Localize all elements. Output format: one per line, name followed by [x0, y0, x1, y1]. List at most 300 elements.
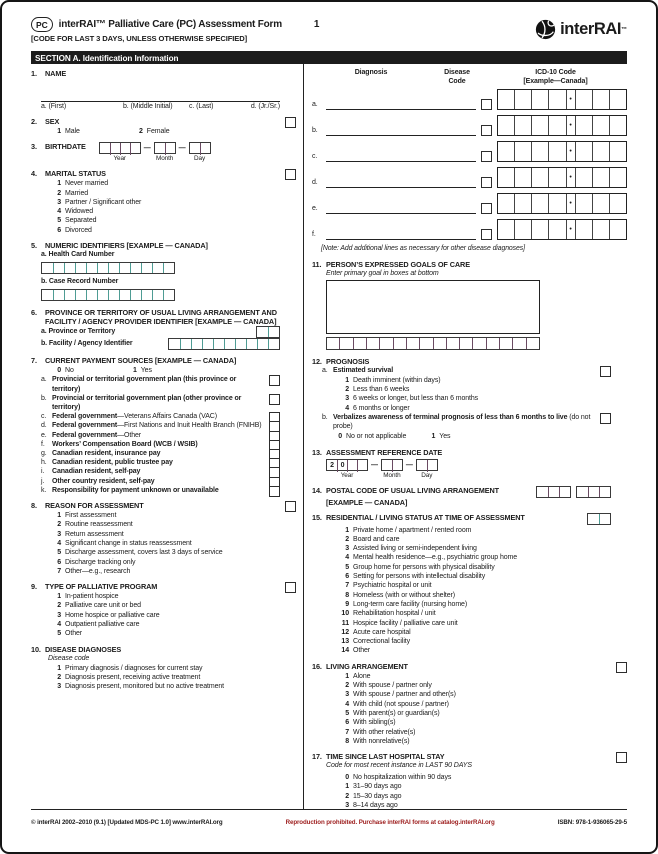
row-label: [52, 375, 264, 393]
diagnosis-write-line[interactable]: [326, 202, 476, 214]
diagnosis-write-line[interactable]: [326, 228, 476, 240]
digit-cell[interactable]: [64, 263, 75, 273]
digit-cell[interactable]: [75, 263, 86, 273]
case-record-grid[interactable]: [41, 289, 175, 301]
digit-cell[interactable]: [235, 339, 246, 349]
icd-cell[interactable]: [575, 220, 592, 239]
digit-cell[interactable]: [353, 338, 366, 349]
diagnosis-write-line[interactable]: [326, 150, 476, 162]
digit-cell[interactable]: [86, 263, 97, 273]
q12b-scale: [329, 432, 611, 441]
row-label: [52, 477, 264, 486]
question-number: 5.: [31, 241, 37, 251]
answer-checkbox[interactable]: [616, 662, 627, 673]
disease-code-box[interactable]: [481, 203, 492, 214]
digit-cell[interactable]: [499, 338, 512, 349]
row-letter: c.: [312, 153, 318, 160]
digit-cell[interactable]: [472, 338, 485, 349]
option-number: 1: [57, 180, 61, 188]
digit-cell[interactable]: [97, 263, 108, 273]
date-cell[interactable]: [200, 143, 210, 155]
answer-checkbox[interactable]: [285, 501, 296, 512]
digit-cell[interactable]: [86, 290, 97, 300]
icd-cell[interactable]: [498, 194, 514, 213]
date-boxes[interactable]: [381, 459, 403, 471]
health-card-label: a. Health Card Number: [41, 251, 115, 259]
icd-cell[interactable]: [592, 90, 609, 109]
row-label-bold: Canadian resident, self-pay: [52, 468, 141, 476]
digit-cell[interactable]: [393, 338, 406, 349]
q10-disease-diagnoses: [31, 645, 296, 692]
option-number: 2: [345, 792, 349, 800]
date-boxes[interactable]: [416, 459, 438, 471]
date-group: [189, 142, 211, 163]
date-separator: —: [178, 145, 186, 153]
date-cell[interactable]: [100, 143, 110, 155]
q12a-estimated-survival: [322, 366, 611, 375]
option-row: [336, 591, 611, 600]
date-cell[interactable]: [382, 460, 392, 472]
postal-code-grid-2[interactable]: [576, 486, 611, 498]
digit-cell[interactable]: [119, 263, 130, 273]
icd-cell[interactable]: [592, 194, 609, 213]
option-label: Rehabilitation hospital / unit: [353, 610, 436, 618]
health-card-grid[interactable]: [41, 262, 175, 274]
digit-cell[interactable]: [224, 339, 235, 349]
facility-label: b. Facility / Agency Identifier: [41, 340, 133, 348]
answer-checkbox[interactable]: [285, 582, 296, 593]
icd-cell[interactable]: [592, 220, 609, 239]
icd-cell[interactable]: [531, 168, 548, 187]
option-number: 2: [345, 386, 349, 393]
option-inline: [329, 432, 406, 441]
option-label: Mental health residence—e.g., psychiatric group home: [353, 554, 518, 562]
icd-cell[interactable]: [575, 142, 592, 161]
option-number: 8: [345, 591, 349, 599]
option-label: Significant change in status reassessment: [65, 539, 192, 547]
option-number: 4: [345, 404, 349, 412]
icd-cell[interactable]: [498, 90, 514, 109]
option-row: [336, 709, 611, 718]
date-group-label: Year: [113, 155, 126, 163]
icd-cell[interactable]: [592, 142, 609, 161]
form-header: [2, 2, 656, 47]
icd10-grid[interactable]: [497, 89, 627, 110]
option-number: 1: [345, 526, 349, 534]
question-title: LIVING ARRANGEMENT: [326, 661, 408, 671]
icd-dot-separator: •: [566, 168, 575, 187]
digit-cell[interactable]: [486, 338, 499, 349]
residential-options: [336, 526, 611, 656]
digit-cell[interactable]: [163, 290, 174, 300]
digit-cell[interactable]: [268, 339, 279, 349]
digit-cell[interactable]: [108, 263, 119, 273]
digit-cell[interactable]: [119, 290, 130, 300]
icd10-grid[interactable]: [497, 167, 627, 188]
copyright-text: © interRAI 2002–2010 (9.1) [Updated MDS-PC 1.0] www.interRAI.org: [31, 819, 223, 826]
digit-cell[interactable]: [53, 290, 64, 300]
option-row: [336, 572, 611, 581]
digit-cell[interactable]: [268, 327, 279, 337]
answer-checkbox[interactable]: [285, 169, 296, 180]
digit-cell[interactable]: [64, 290, 75, 300]
sex-options: [48, 127, 280, 136]
option-row: [48, 601, 280, 610]
question-title: CURRENT PAYMENT SOURCES [EXAMPLE — CANADA]: [45, 356, 237, 366]
option-label: Acute care hospital: [353, 628, 411, 636]
digit-cell[interactable]: [577, 487, 588, 497]
goals-hint: Enter primary goal in boxes at bottom: [326, 269, 439, 277]
date-cell[interactable]: 2: [330, 462, 334, 470]
date-boxes[interactable]: [99, 142, 141, 154]
row-letter: b.: [41, 394, 47, 402]
date-cell[interactable]: [392, 460, 402, 472]
disease-code-box[interactable]: [481, 151, 492, 162]
icd-cell[interactable]: [575, 90, 592, 109]
date-cell[interactable]: [110, 143, 120, 155]
row-label-bold: Canadian resident, public trustee pay: [52, 459, 173, 467]
digit-cell[interactable]: [588, 487, 599, 497]
icd-cell[interactable]: [514, 90, 531, 109]
disease-code-box[interactable]: [481, 125, 492, 136]
icd-cell[interactable]: [531, 116, 548, 135]
option-row: [336, 376, 611, 385]
digit-cell[interactable]: [339, 338, 352, 349]
option-row: [48, 620, 280, 629]
diagnosis-write-line[interactable]: [326, 124, 476, 136]
option-label: Return assessment: [65, 530, 124, 538]
digit-cell[interactable]: [379, 338, 392, 349]
postal-code-grid-1[interactable]: [536, 486, 571, 498]
question-number: 16.: [312, 661, 322, 671]
digit-cell[interactable]: [257, 339, 268, 349]
option-row: [336, 637, 611, 646]
q4-marital-status: [31, 169, 296, 235]
option-row: [336, 385, 611, 394]
date-cell[interactable]: [427, 460, 437, 472]
icd-cell[interactable]: [531, 220, 548, 239]
option-row: [336, 646, 611, 655]
digit-cell[interactable]: [152, 290, 163, 300]
option-label: Female: [146, 128, 170, 135]
question-title: TYPE OF PALLIATIVE PROGRAM: [45, 582, 158, 592]
date-cell[interactable]: [120, 143, 130, 155]
digit-cell[interactable]: [366, 338, 379, 349]
option-number: 8: [345, 737, 349, 745]
q12-prognosis: [312, 357, 627, 442]
option-number: 1: [431, 433, 436, 441]
header-left: [31, 17, 535, 43]
icd10-grid[interactable]: [497, 219, 627, 240]
digit-cell[interactable]: [559, 487, 570, 497]
col-diagnosis: Diagnosis: [354, 69, 388, 76]
option-label: No: [65, 367, 74, 375]
row-label: [52, 449, 264, 458]
digit-cell[interactable]: [459, 338, 472, 349]
option-label: Married: [65, 189, 89, 197]
option-label: With other relative(s): [353, 728, 416, 736]
diagnosis-write-line[interactable]: [326, 176, 476, 188]
icd-dot-separator: •: [566, 194, 575, 213]
option-row: [336, 690, 611, 699]
q12a-label: Estimated survival: [333, 366, 394, 374]
digit-cell[interactable]: [42, 290, 53, 300]
digit-cell[interactable]: [213, 339, 224, 349]
option-row: [336, 544, 611, 553]
name-first-label: a. (First): [41, 103, 67, 110]
name-sublabels: [41, 103, 280, 111]
digit-cell[interactable]: [537, 487, 548, 497]
province-grid[interactable]: [256, 326, 280, 338]
icd-cell[interactable]: [609, 194, 626, 213]
col-icd10-line1: ICD-10 Code: [535, 69, 576, 76]
question-title: PROVINCE OR TERRITORY OF USUAL LIVING ARRANGEMENT AND FACILITY / AGENCY PROVIDER IDENTIFIER [EXAMPLE — CANADA]: [45, 308, 277, 327]
icd-cell[interactable]: [548, 220, 565, 239]
row-label-plain: —Other: [117, 431, 142, 439]
option-row: [48, 592, 280, 601]
q9-palliative-program: [31, 582, 296, 638]
option-row: [336, 801, 611, 809]
date-separator: —: [371, 461, 378, 469]
primary-goal-grid[interactable]: [326, 337, 540, 350]
option-inline: [48, 127, 80, 136]
option-row: [48, 539, 280, 548]
date-boxes[interactable]: [154, 142, 176, 154]
footer: [2, 810, 656, 826]
option-label: Group home for persons with physical disability: [353, 563, 495, 571]
row-label: [52, 467, 264, 476]
diagnosis-row: [312, 89, 627, 110]
option-label: With spouse / partner and other(s): [353, 691, 456, 699]
option-label: Separated: [65, 217, 97, 225]
digit-cell[interactable]: [599, 487, 610, 497]
date-boxes[interactable]: [326, 459, 368, 471]
icd-cell[interactable]: [514, 194, 531, 213]
diagnosis-row: [312, 193, 627, 214]
digit-cell[interactable]: [141, 263, 152, 273]
date-cell[interactable]: [190, 143, 200, 155]
digit-cell[interactable]: [246, 339, 257, 349]
disease-code-box[interactable]: [481, 177, 492, 188]
answer-checkbox[interactable]: [600, 366, 611, 377]
option-number: 2: [57, 189, 61, 197]
digit-cell[interactable]: [526, 338, 539, 349]
option-row: [48, 567, 280, 576]
diagnosis-row: [312, 167, 627, 188]
row-letter: a.: [322, 366, 328, 374]
digit-cell[interactable]: [163, 263, 174, 273]
payment-source-row: [41, 486, 280, 495]
digit-cell[interactable]: [108, 290, 119, 300]
digit-cell[interactable]: [446, 338, 459, 349]
name-write-line[interactable]: [41, 78, 280, 102]
date-cell[interactable]: [417, 460, 427, 472]
date-boxes[interactable]: [189, 142, 211, 154]
answer-checkbox[interactable]: [269, 375, 280, 386]
diagnosis-write-line[interactable]: [326, 98, 476, 110]
icd-cell[interactable]: [609, 90, 626, 109]
icd10-grid[interactable]: [497, 115, 627, 136]
option-row: [336, 681, 611, 690]
digit-cell[interactable]: [599, 514, 610, 524]
digit-cell[interactable]: [97, 290, 108, 300]
answer-checkbox[interactable]: [600, 413, 611, 424]
question-title: RESIDENTIAL / LIVING STATUS AT TIME OF ASSESSMENT: [326, 512, 525, 522]
icd-cell[interactable]: [548, 90, 565, 109]
answer-checkbox[interactable]: [285, 117, 296, 128]
option-label: Divorced: [65, 226, 92, 234]
digit-cell[interactable]: [53, 263, 64, 273]
question-title: POSTAL CODE OF USUAL LIVING ARRANGEMENT: [326, 485, 499, 495]
option-inline: [130, 127, 170, 136]
icd-cell[interactable]: [609, 168, 626, 187]
icd-cell[interactable]: [575, 168, 592, 187]
digit-cell[interactable]: [130, 290, 141, 300]
row-letter: g.: [41, 450, 47, 457]
col-icd10-line2: [Example—Canada]: [523, 77, 588, 85]
option-row: [48, 629, 280, 638]
question-number: 2.: [31, 117, 37, 126]
digit-cell[interactable]: [141, 290, 152, 300]
option-number: 12: [341, 628, 349, 636]
digit-cell[interactable]: [419, 338, 432, 349]
option-number: 6: [57, 226, 61, 234]
date-separator: —: [405, 461, 413, 469]
digit-cell[interactable]: [588, 514, 599, 524]
answer-code-grid[interactable]: [587, 513, 611, 525]
digit-cell[interactable]: [42, 263, 53, 273]
option-label: With child (not spouse / partner): [353, 700, 449, 708]
option-label: Less than 6 weeks: [353, 386, 410, 393]
icd10-grid[interactable]: [497, 141, 627, 162]
question-number: 7.: [31, 356, 37, 366]
option-number: 1: [57, 512, 61, 520]
icd-cell[interactable]: [548, 116, 565, 135]
answer-checkbox[interactable]: [269, 486, 280, 497]
digit-cell[interactable]: [191, 339, 202, 349]
form-title: interRAI™ Palliative Care (PC) Assessment Form: [58, 19, 282, 30]
digit-cell[interactable]: [130, 263, 141, 273]
digit-cell[interactable]: [152, 263, 163, 273]
digit-cell[interactable]: [327, 338, 339, 349]
digit-cell[interactable]: [433, 338, 446, 349]
digit-cell[interactable]: [202, 339, 213, 349]
option-number: 9: [345, 600, 349, 608]
option-label: Hospice facility / palliative care unit: [353, 619, 458, 627]
digit-cell[interactable]: [512, 338, 525, 349]
icd-cell[interactable]: [514, 142, 531, 161]
row-letter: b.: [312, 127, 318, 134]
option-label: Setting for persons with intellectual disability: [353, 573, 486, 581]
option-label: Widowed: [65, 208, 94, 216]
icd-cell[interactable]: [548, 168, 565, 187]
option-number: 1: [57, 664, 61, 672]
icd-cell[interactable]: [498, 142, 514, 161]
option-number: 7: [345, 582, 349, 590]
hospital-stay-options: [336, 773, 611, 809]
payment-source-row: [41, 477, 280, 486]
date-cell[interactable]: [357, 460, 367, 472]
row-letter: a.: [41, 376, 47, 384]
icd-cell[interactable]: [514, 116, 531, 135]
diagnosis-row: [312, 115, 627, 136]
option-row: [336, 728, 611, 737]
question-number: 10.: [31, 644, 41, 654]
option-label: 8–14 days ago: [353, 802, 398, 809]
row-letter: e.: [312, 205, 318, 212]
goals-write-box[interactable]: [326, 280, 540, 334]
icd-cell[interactable]: [498, 168, 514, 187]
option-row: [48, 198, 280, 207]
question-number: 13.: [312, 447, 322, 457]
icd-cell[interactable]: [575, 116, 592, 135]
icd-cell[interactable]: [514, 168, 531, 187]
date-cell[interactable]: [165, 143, 175, 155]
icd-cell[interactable]: [531, 142, 548, 161]
digit-cell[interactable]: [548, 487, 559, 497]
date-group: [416, 459, 438, 480]
answer-checkbox[interactable]: [616, 752, 627, 763]
digit-cell[interactable]: [257, 327, 268, 337]
question-title: REASON FOR ASSESSMENT: [45, 501, 144, 511]
q17-hint: Code for most recent instance in LAST 90 DAYS: [326, 762, 472, 770]
icd-cell[interactable]: [498, 116, 514, 135]
icd-cell[interactable]: [514, 220, 531, 239]
date-cell[interactable]: [347, 460, 357, 472]
date-cell[interactable]: [130, 143, 140, 155]
icd-cell[interactable]: [531, 194, 548, 213]
option-number: 5: [345, 709, 349, 717]
option-number: 6: [57, 558, 61, 566]
digit-cell[interactable]: [180, 339, 191, 349]
option-label: Long-term care facility (nursing home): [353, 600, 468, 608]
icd-cell[interactable]: [548, 142, 565, 161]
option-number: 1: [345, 783, 349, 791]
icd-cell[interactable]: [609, 116, 626, 135]
icd-cell[interactable]: [548, 194, 565, 213]
digit-cell[interactable]: [169, 339, 180, 349]
question-number: 6.: [31, 308, 37, 318]
facility-grid[interactable]: [168, 338, 280, 350]
icd-cell[interactable]: [498, 220, 514, 239]
question-title: NAME: [45, 69, 67, 78]
icd-cell[interactable]: [609, 220, 626, 239]
disease-code-box[interactable]: [481, 99, 492, 110]
date-cell[interactable]: [155, 143, 165, 155]
answer-checkbox[interactable]: [269, 394, 280, 405]
icd10-grid[interactable]: [497, 193, 627, 214]
icd-cell[interactable]: [531, 90, 548, 109]
disease-code-box[interactable]: [481, 229, 492, 240]
icd-cell[interactable]: [575, 194, 592, 213]
option-number: 13: [341, 638, 349, 646]
row-letter: i.: [41, 468, 45, 476]
date-cell[interactable]: 0: [337, 460, 347, 472]
option-label: 15–30 days ago: [353, 792, 402, 800]
option-label: With parent(s) or guardian(s): [353, 709, 440, 717]
icd-cell[interactable]: [592, 116, 609, 135]
col-disease-code: [430, 69, 484, 86]
icd-cell[interactable]: [609, 142, 626, 161]
q14-example-label: [EXAMPLE — CANADA]: [326, 497, 408, 507]
q8-reason-for-assessment: [31, 501, 296, 576]
option-label: Alone: [353, 672, 371, 680]
icd-cell[interactable]: [592, 168, 609, 187]
digit-cell[interactable]: [406, 338, 419, 349]
row-letter: b.: [322, 413, 328, 421]
digit-cell[interactable]: [75, 290, 86, 300]
icd-dot-separator: •: [566, 90, 575, 109]
